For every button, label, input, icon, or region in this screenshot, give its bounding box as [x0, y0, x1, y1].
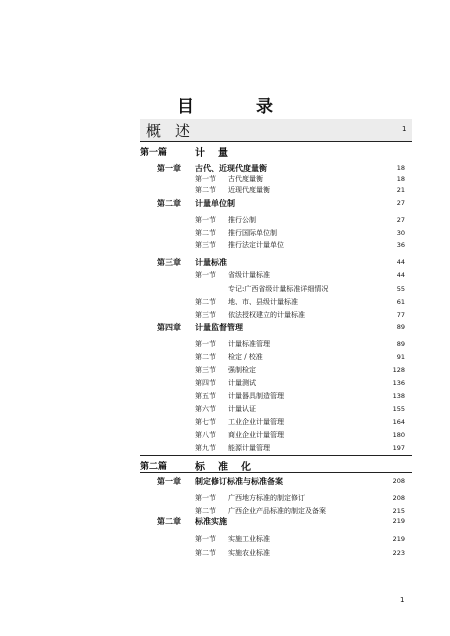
section-label: 第二节: [195, 186, 216, 194]
section-title: 近现代度量衡: [228, 186, 270, 194]
section-title: 地、市、县级计量标准: [228, 298, 298, 306]
section-title: 计量标准管理: [228, 340, 270, 348]
section-label: 第九节: [195, 444, 216, 452]
section-page-number: 77: [396, 311, 405, 319]
section-page-number: 155: [392, 405, 405, 413]
section-title: 实施农业标准: [228, 549, 270, 557]
section-page-number: 61: [396, 298, 405, 306]
section-label: 第二节: [195, 353, 216, 361]
section-page-number: 223: [392, 549, 405, 557]
section-title: 工业企业计量管理: [228, 418, 284, 426]
section-label: 第八节: [195, 431, 216, 439]
section-page-number: 197: [392, 444, 405, 452]
chapter-title: 计量监督管理: [195, 323, 243, 332]
chapter-label: 第一章: [157, 477, 181, 486]
chapter-label: 第二章: [157, 517, 181, 526]
part-title: 标准化: [195, 462, 264, 473]
section-page-number: 27: [396, 216, 405, 224]
section-label: 第二节: [195, 229, 216, 237]
section-page-number: 128: [392, 366, 405, 374]
section-page-number: 30: [396, 229, 405, 237]
section-label: 第一节: [195, 271, 216, 279]
section-page-number: 36: [396, 241, 405, 249]
section-title: 能源计量管理: [228, 444, 270, 452]
section-title: 计量器具制造管理: [228, 392, 284, 400]
section-page-number: 208: [392, 494, 405, 502]
chapter-page-number: 219: [392, 517, 405, 525]
section-title: 计量测试: [228, 379, 256, 387]
section-page-number: 215: [392, 507, 405, 515]
chapter-label: 第三章: [157, 258, 181, 267]
section-title: 商业企业计量管理: [228, 431, 284, 439]
part-label: 第二篇: [140, 462, 168, 472]
overview-label: 概述: [146, 122, 205, 140]
chapter-title: 计量单位制: [195, 199, 235, 208]
section-label: 第一节: [195, 535, 216, 543]
section-label: 第二节: [195, 507, 216, 515]
section-title: 广西企业产品标准的制定及备案: [228, 507, 326, 515]
section-title: 实施工业标准: [228, 535, 270, 543]
part-label: 第一篇: [140, 148, 168, 158]
divider: [140, 472, 412, 473]
chapter-page-number: 18: [396, 164, 405, 172]
section-label: 第三节: [195, 311, 216, 319]
section-page-number: 21: [396, 186, 405, 194]
section-title: 专记:广西省级计量标准详细情况: [228, 285, 329, 293]
chapter-title: 计量标准: [195, 258, 227, 267]
chapter-title: 古代、近现代度量衡: [195, 164, 267, 173]
footer-page-number: 1: [400, 596, 405, 604]
section-page-number: 164: [392, 418, 405, 426]
section-page-number: 136: [392, 379, 405, 387]
section-label: 第二节: [195, 298, 216, 306]
section-label: 第五节: [195, 392, 216, 400]
section-title: 推行国际单位制: [228, 229, 277, 237]
section-page-number: 138: [392, 392, 405, 400]
section-label: 第六节: [195, 405, 216, 413]
section-page-number: 89: [396, 340, 405, 348]
section-title: 推行法定计量单位: [228, 241, 284, 249]
section-page-number: 44: [396, 271, 405, 279]
chapter-label: 第二章: [157, 199, 181, 208]
section-label: 第一节: [195, 340, 216, 348]
section-page-number: 55: [396, 285, 405, 293]
overview-page-number: 1: [402, 125, 407, 133]
section-label: 第一节: [195, 175, 216, 183]
chapter-page-number: 44: [396, 258, 405, 266]
section-title: 省级计量标准: [228, 271, 270, 279]
section-label: 第四节: [195, 379, 216, 387]
section-page-number: 219: [392, 535, 405, 543]
chapter-title: 标准实施: [195, 517, 227, 526]
section-page-number: 91: [396, 353, 405, 361]
section-label: 第三节: [195, 366, 216, 374]
divider: [140, 455, 412, 456]
chapter-title: 制定修订标准与标准备案: [195, 477, 283, 486]
section-title: 推行公制: [228, 216, 256, 224]
chapter-label: 第四章: [157, 323, 181, 332]
chapter-page-number: 89: [396, 323, 405, 331]
divider: [140, 141, 412, 142]
section-title: 计量认证: [228, 405, 256, 413]
section-page-number: 18: [396, 175, 405, 183]
section-label: 第七节: [195, 418, 216, 426]
chapter-page-number: 27: [396, 199, 405, 207]
section-label: 第二节: [195, 549, 216, 557]
section-label: 第一节: [195, 494, 216, 502]
page-title: 目 录: [177, 97, 301, 117]
chapter-page-number: 208: [392, 477, 405, 485]
section-title: 古代度量衡: [228, 175, 263, 183]
section-label: 第一节: [195, 216, 216, 224]
part-title: 计量: [195, 148, 241, 159]
section-title: 广西地方标准的制定修订: [228, 494, 305, 502]
chapter-label: 第一章: [157, 164, 181, 173]
section-page-number: 180: [392, 431, 405, 439]
section-title: 强制检定: [228, 366, 256, 374]
section-title: 检定 / 校准: [228, 353, 263, 361]
section-title: 依法授权建立的计量标准: [228, 311, 305, 319]
section-label: 第三节: [195, 241, 216, 249]
